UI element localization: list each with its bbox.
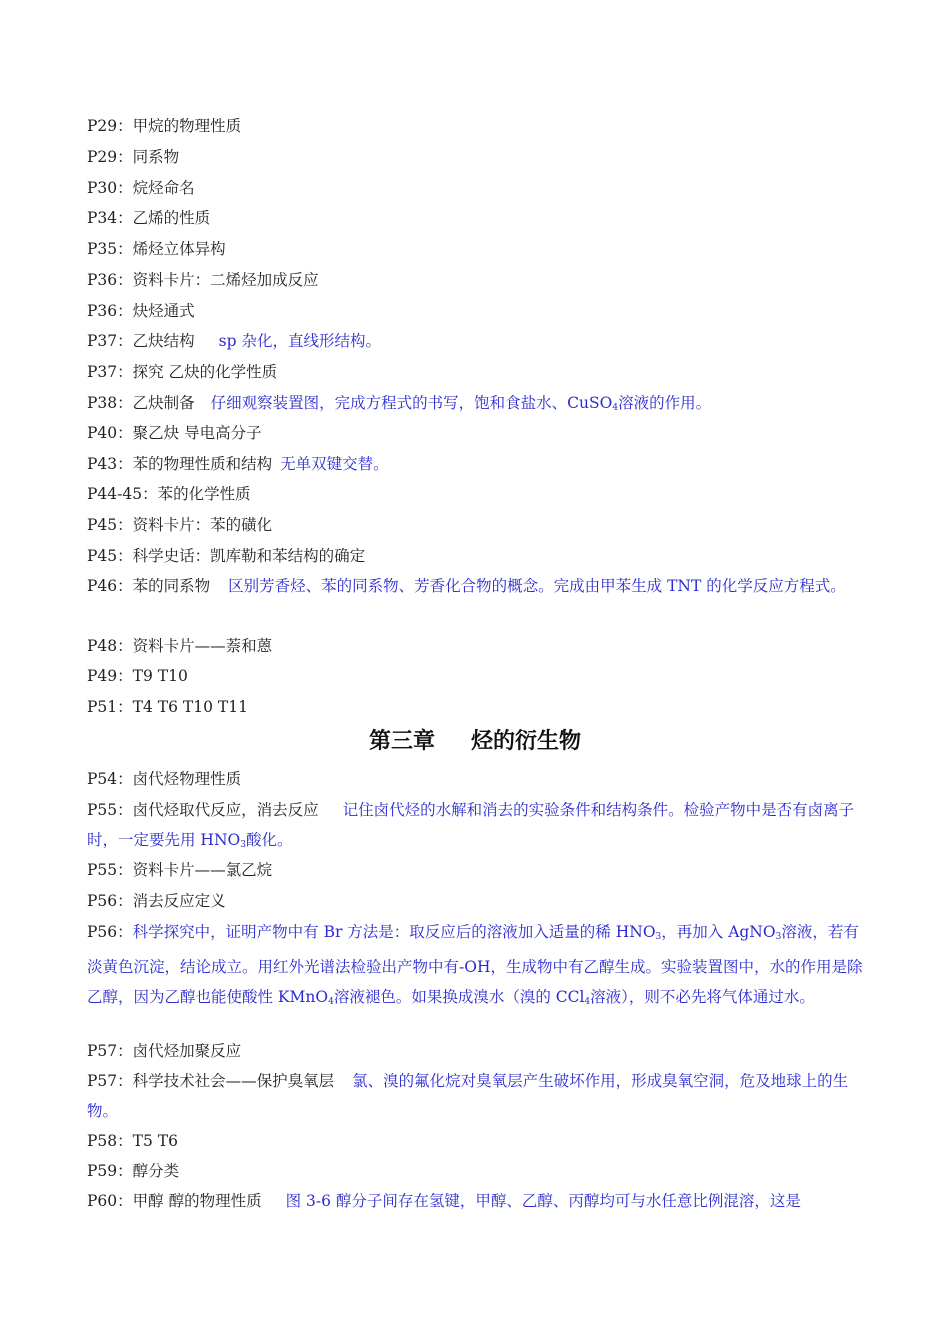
line-p40-polyacetylene: P40：聚乙炔 导电高分子	[87, 424, 262, 442]
line-p55-substitution: P55：卤代烃取代反应，消去反应 记住卤代烃的水解和消去的实验条件和结构条件。检验产物中是否有卤离子时，一定要先用 $HNO_3$酸化。	[87, 801, 855, 850]
line-p55-chloroethane: P55：资料卡片——氯乙烷	[87, 861, 273, 879]
line-p38-acetylene-prep: P38：乙炔制备 仔细观察装置图，完成方程式的书写，饱和食盐水、CuSO$_4$溶液的作用。	[87, 394, 712, 413]
line-p49-exercises: P49：T9 T10	[87, 667, 188, 685]
chapter-title: 第三章 烃的衍生物	[368, 729, 582, 754]
line-p36-alkyne-formula: P36：炔烃通式	[87, 302, 195, 320]
note: sp 杂化，直线形结构。	[218, 332, 381, 350]
line-p59-alcohol-class: P59：醇分类	[87, 1162, 180, 1180]
line-p51-exercises: P51：T4 T6 T10 T11	[87, 698, 248, 716]
line-p57-addition: P57：卤代烃加聚反应	[87, 1042, 242, 1060]
note: 仔细观察装置图，完成方程式的书写，饱和食盐水、CuSO$_4$溶液的作用。	[210, 394, 712, 413]
line-p35-alkene-isomer: P35：烯烃立体异构	[87, 240, 226, 258]
line-p37-acetylene-structure: P37：乙炔结构 sp 杂化，直线形结构。	[87, 332, 381, 350]
line-p45-sulfonation: P45：资料卡片：苯的磺化	[87, 516, 273, 534]
line-p37-explore: P37：探究 乙炔的化学性质	[87, 363, 278, 381]
note: 图 3-6 醇分子间存在氢键，甲醇、乙醇、丙醇均可与水任意比例混溶，这是	[285, 1192, 801, 1210]
line-p29-methane: P29：甲烷的物理性质	[87, 117, 242, 135]
line-p60-methanol: P60：甲醇 醇的物理性质 图 3-6 醇分子间存在氢键，甲醇、乙醇、丙醇均可与水任意比例混溶，这是	[87, 1192, 801, 1210]
note: 科学探究中，证明产物中有 Br 方法是：取反应后的溶液加入适量的稀 $HNO_3$，再加入 AgNO$_3$溶液，若有淡黄色沉淀，结论成立。用红外光谱法检验出产物中有-OH，生成物中有乙醇生成。实验装置图中，水的作用是除乙醇，因为乙醇也能使酸性 KMnO$_4$溶液褪色。如果换成溴水（溴的 CCl$_4$溶液），则不必先将气体通过水。	[87, 923, 863, 1007]
line-p34-ethylene: P34：乙烯的性质	[87, 209, 211, 227]
line-p48-naphthalene: P48：资料卡片——萘和蒽	[87, 637, 273, 655]
note: 氯、溴的氟化烷对臭氧层产生破坏作用，形成臭氧空洞，危及地球上的生物。	[87, 1072, 849, 1120]
line-p46-benzene-homologs: P46：苯的同系物 区别芳香烃、苯的同系物、芳香化合物的概念。完成由甲苯生成 TNT 的化学反应方程式。	[87, 577, 846, 595]
line-p36-diene: P36：资料卡片：二烯烃加成反应	[87, 271, 319, 289]
line-p54-haloalkane: P54：卤代烃物理性质	[87, 770, 242, 788]
line-p58-exercises: P58：T5 T6	[87, 1132, 178, 1150]
line-p45-kekule: P45：科学史话：凯库勒和苯结构的确定	[87, 547, 366, 565]
line-p44-benzene-chem: P44-45：苯的化学性质	[87, 485, 251, 503]
line-p29-homologs: P29：同系物	[87, 148, 180, 166]
line-p30-alkane-naming: P30：烷烃命名	[87, 179, 195, 197]
note: 区别芳香烃、苯的同系物、芳香化合物的概念。完成由甲苯生成 TNT 的化学反应方程式。	[228, 577, 846, 595]
note: 无单双键交替。	[280, 455, 389, 473]
note: 记住卤代烃的水解和消去的实验条件和结构条件。检验产物中是否有卤离子时，一定要先用 $HNO_3$酸化。	[87, 801, 855, 850]
line-p43-benzene-structure: P43：苯的物理性质和结构 无单双键交替。	[87, 455, 389, 473]
line-p56-elimination: P56：消去反应定义	[87, 892, 226, 910]
line-p57-ozone: P57：科学技术社会——保护臭氧层 氯、溴的氟化烷对臭氧层产生破坏作用，形成臭氧空洞，危及地球上的生物。	[87, 1072, 849, 1120]
line-p56-explore: P56：科学探究中，证明产物中有 Br 方法是：取反应后的溶液加入适量的稀 $HNO_3$，再加入 AgNO$_3$溶液，若有淡黄色沉淀，结论成立。用红外光谱法检验出产物中有-OH，生成物中有乙醇生成。实验装置图中，水的作用是除乙醇，因为乙醇也能使酸性 KMnO$_4$溶液褪色。如果换成溴水（溴的 CCl$_4$溶液），则不必先将气体通过水。	[87, 923, 863, 1007]
